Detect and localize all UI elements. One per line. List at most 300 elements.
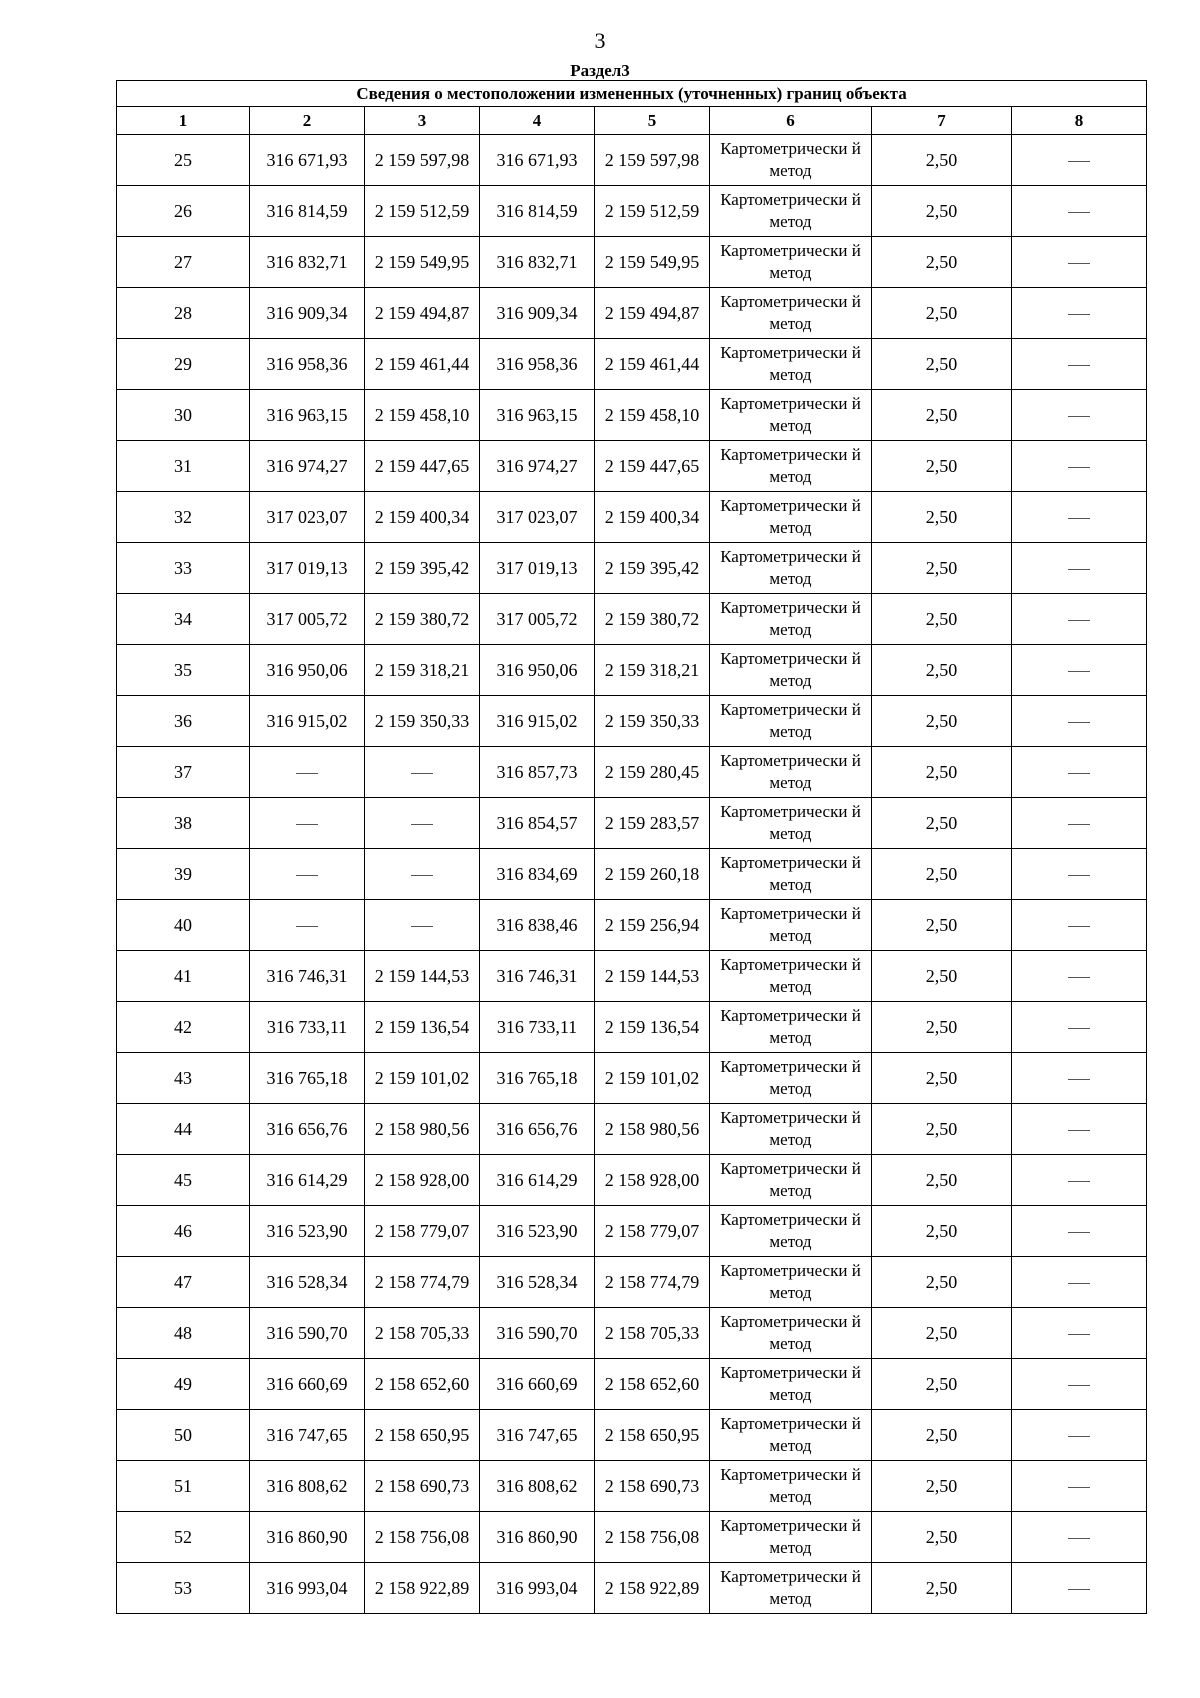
accuracy-cell: 2,50 xyxy=(872,900,1012,951)
new-y-cell: 2 159 260,18 xyxy=(595,849,710,900)
old-y-cell: 2 158 922,89 xyxy=(365,1563,480,1614)
point-number-cell: 29 xyxy=(117,339,250,390)
description-cell xyxy=(1012,849,1147,900)
method-cell: Картометрически й метод xyxy=(710,900,872,951)
table-row xyxy=(117,237,1147,288)
dash-mark xyxy=(1068,1538,1090,1539)
description-cell xyxy=(1012,1410,1147,1461)
table-row xyxy=(117,186,1147,237)
old-x-cell: 316 974,27 xyxy=(250,441,365,492)
old-y-cell: 2 158 650,95 xyxy=(365,1410,480,1461)
new-y-cell: 2 158 705,33 xyxy=(595,1308,710,1359)
accuracy-cell: 2,50 xyxy=(872,645,1012,696)
old-y-cell xyxy=(365,900,480,951)
old-x-cell: 316 747,65 xyxy=(250,1410,365,1461)
method-cell: Картометрически й метод xyxy=(710,339,872,390)
accuracy-cell: 2,50 xyxy=(872,1206,1012,1257)
column-header-7: 7 xyxy=(872,107,1012,135)
section-title: Раздел3 xyxy=(570,61,630,80)
table-row xyxy=(117,1563,1147,1614)
old-x-cell: 316 808,62 xyxy=(250,1461,365,1512)
new-x-cell: 316 746,31 xyxy=(480,951,595,1002)
new-y-cell: 2 158 650,95 xyxy=(595,1410,710,1461)
method-cell: Картометрически й метод xyxy=(710,1308,872,1359)
new-y-cell: 2 159 256,94 xyxy=(595,900,710,951)
dash-mark xyxy=(1068,824,1090,825)
old-x-cell: 316 733,11 xyxy=(250,1002,365,1053)
old-y-cell: 2 158 980,56 xyxy=(365,1104,480,1155)
new-y-cell: 2 159 458,10 xyxy=(595,390,710,441)
old-x-cell xyxy=(250,900,365,951)
table-header-row xyxy=(117,107,1147,135)
old-y-cell: 2 159 400,34 xyxy=(365,492,480,543)
old-y-cell: 2 158 756,08 xyxy=(365,1512,480,1563)
new-x-cell: 316 974,27 xyxy=(480,441,595,492)
table-row xyxy=(117,288,1147,339)
dash-mark xyxy=(1068,161,1090,162)
dash-mark xyxy=(1068,1436,1090,1437)
old-x-cell: 316 909,34 xyxy=(250,288,365,339)
old-y-cell: 2 159 597,98 xyxy=(365,135,480,186)
method-cell: Картометрически й метод xyxy=(710,492,872,543)
description-cell xyxy=(1012,1002,1147,1053)
dash-mark xyxy=(1068,212,1090,213)
table-row xyxy=(117,1155,1147,1206)
accuracy-cell: 2,50 xyxy=(872,186,1012,237)
dash-mark xyxy=(296,824,318,825)
new-x-cell: 316 860,90 xyxy=(480,1512,595,1563)
point-number-cell: 26 xyxy=(117,186,250,237)
dash-mark xyxy=(1068,1079,1090,1080)
description-cell xyxy=(1012,1512,1147,1563)
new-x-cell: 316 671,93 xyxy=(480,135,595,186)
old-y-cell: 2 158 705,33 xyxy=(365,1308,480,1359)
boundary-coordinates-table xyxy=(116,80,1147,1614)
new-x-cell: 316 834,69 xyxy=(480,849,595,900)
dash-mark xyxy=(1068,467,1090,468)
dash-mark xyxy=(1068,1385,1090,1386)
table-row xyxy=(117,1410,1147,1461)
dash-mark xyxy=(1068,773,1090,774)
method-cell: Картометрически й метод xyxy=(710,1461,872,1512)
old-y-cell: 2 159 136,54 xyxy=(365,1002,480,1053)
dash-mark xyxy=(296,926,318,927)
accuracy-cell: 2,50 xyxy=(872,1359,1012,1410)
old-y-cell: 2 159 549,95 xyxy=(365,237,480,288)
dash-mark xyxy=(1068,569,1090,570)
description-cell xyxy=(1012,441,1147,492)
old-x-cell: 316 528,34 xyxy=(250,1257,365,1308)
new-y-cell: 2 159 597,98 xyxy=(595,135,710,186)
old-y-cell xyxy=(365,798,480,849)
accuracy-cell: 2,50 xyxy=(872,594,1012,645)
page-number: 3 xyxy=(594,28,606,53)
method-cell: Картометрически й метод xyxy=(710,441,872,492)
description-cell xyxy=(1012,135,1147,186)
new-x-cell: 316 733,11 xyxy=(480,1002,595,1053)
dash-mark xyxy=(1068,620,1090,621)
description-cell xyxy=(1012,798,1147,849)
accuracy-cell: 2,50 xyxy=(872,237,1012,288)
description-cell xyxy=(1012,543,1147,594)
description-cell xyxy=(1012,339,1147,390)
table-body xyxy=(117,135,1147,1614)
new-y-cell: 2 159 280,45 xyxy=(595,747,710,798)
accuracy-cell: 2,50 xyxy=(872,1104,1012,1155)
description-cell xyxy=(1012,951,1147,1002)
old-x-cell: 316 860,90 xyxy=(250,1512,365,1563)
old-y-cell: 2 159 318,21 xyxy=(365,645,480,696)
old-x-cell: 316 915,02 xyxy=(250,696,365,747)
new-y-cell: 2 159 494,87 xyxy=(595,288,710,339)
point-number-cell: 38 xyxy=(117,798,250,849)
table-row xyxy=(117,1512,1147,1563)
accuracy-cell: 2,50 xyxy=(872,390,1012,441)
old-y-cell: 2 159 458,10 xyxy=(365,390,480,441)
method-cell: Картометрически й метод xyxy=(710,390,872,441)
new-x-cell: 316 854,57 xyxy=(480,798,595,849)
old-x-cell: 316 523,90 xyxy=(250,1206,365,1257)
new-x-cell: 316 747,65 xyxy=(480,1410,595,1461)
point-number-cell: 32 xyxy=(117,492,250,543)
description-cell xyxy=(1012,1461,1147,1512)
new-y-cell: 2 159 283,57 xyxy=(595,798,710,849)
point-number-cell: 30 xyxy=(117,390,250,441)
method-cell: Картометрически й метод xyxy=(710,1155,872,1206)
point-number-cell: 51 xyxy=(117,1461,250,1512)
new-y-cell: 2 159 318,21 xyxy=(595,645,710,696)
table-row xyxy=(117,390,1147,441)
description-cell xyxy=(1012,696,1147,747)
new-x-cell: 316 958,36 xyxy=(480,339,595,390)
old-x-cell: 316 671,93 xyxy=(250,135,365,186)
description-cell xyxy=(1012,1359,1147,1410)
point-number-cell: 45 xyxy=(117,1155,250,1206)
description-cell xyxy=(1012,1563,1147,1614)
description-cell xyxy=(1012,1155,1147,1206)
description-cell xyxy=(1012,645,1147,696)
old-y-cell: 2 158 779,07 xyxy=(365,1206,480,1257)
point-number-cell: 28 xyxy=(117,288,250,339)
new-x-cell: 316 523,90 xyxy=(480,1206,595,1257)
new-x-cell: 316 765,18 xyxy=(480,1053,595,1104)
point-number-cell: 25 xyxy=(117,135,250,186)
new-y-cell: 2 159 549,95 xyxy=(595,237,710,288)
dash-mark xyxy=(1068,365,1090,366)
accuracy-cell: 2,50 xyxy=(872,849,1012,900)
new-x-cell: 316 963,15 xyxy=(480,390,595,441)
table-row xyxy=(117,1257,1147,1308)
dash-mark xyxy=(296,875,318,876)
dash-mark xyxy=(1068,416,1090,417)
new-x-cell: 316 656,76 xyxy=(480,1104,595,1155)
column-header-2: 2 xyxy=(250,107,365,135)
description-cell xyxy=(1012,900,1147,951)
dash-mark xyxy=(411,773,433,774)
column-header-6: 6 xyxy=(710,107,872,135)
accuracy-cell: 2,50 xyxy=(872,1512,1012,1563)
method-cell: Картометрически й метод xyxy=(710,696,872,747)
column-header-4: 4 xyxy=(480,107,595,135)
accuracy-cell: 2,50 xyxy=(872,1308,1012,1359)
new-y-cell: 2 158 928,00 xyxy=(595,1155,710,1206)
accuracy-cell: 2,50 xyxy=(872,798,1012,849)
description-cell xyxy=(1012,1206,1147,1257)
point-number-cell: 34 xyxy=(117,594,250,645)
old-y-cell: 2 159 512,59 xyxy=(365,186,480,237)
method-cell: Картометрически й метод xyxy=(710,798,872,849)
method-cell: Картометрически й метод xyxy=(710,849,872,900)
old-x-cell xyxy=(250,747,365,798)
point-number-cell: 52 xyxy=(117,1512,250,1563)
accuracy-cell: 2,50 xyxy=(872,696,1012,747)
method-cell: Картометрически й метод xyxy=(710,186,872,237)
old-y-cell: 2 158 774,79 xyxy=(365,1257,480,1308)
point-number-cell: 33 xyxy=(117,543,250,594)
point-number-cell: 44 xyxy=(117,1104,250,1155)
new-x-cell: 317 023,07 xyxy=(480,492,595,543)
point-number-cell: 36 xyxy=(117,696,250,747)
table-row xyxy=(117,492,1147,543)
table-row xyxy=(117,1359,1147,1410)
table-row xyxy=(117,1002,1147,1053)
table-row xyxy=(117,1104,1147,1155)
old-y-cell: 2 159 447,65 xyxy=(365,441,480,492)
point-number-cell: 47 xyxy=(117,1257,250,1308)
point-number-cell: 50 xyxy=(117,1410,250,1461)
dash-mark xyxy=(411,875,433,876)
old-x-cell xyxy=(250,798,365,849)
table-row xyxy=(117,135,1147,186)
new-y-cell: 2 159 101,02 xyxy=(595,1053,710,1104)
old-x-cell: 317 023,07 xyxy=(250,492,365,543)
point-number-cell: 46 xyxy=(117,1206,250,1257)
description-cell xyxy=(1012,594,1147,645)
accuracy-cell: 2,50 xyxy=(872,441,1012,492)
method-cell: Картометрически й метод xyxy=(710,951,872,1002)
dash-mark xyxy=(1068,1334,1090,1335)
point-number-cell: 41 xyxy=(117,951,250,1002)
table-row xyxy=(117,849,1147,900)
accuracy-cell: 2,50 xyxy=(872,339,1012,390)
point-number-cell: 53 xyxy=(117,1563,250,1614)
point-number-cell: 27 xyxy=(117,237,250,288)
new-y-cell: 2 159 136,54 xyxy=(595,1002,710,1053)
accuracy-cell: 2,50 xyxy=(872,1053,1012,1104)
new-x-cell: 316 528,34 xyxy=(480,1257,595,1308)
new-y-cell: 2 158 756,08 xyxy=(595,1512,710,1563)
new-y-cell: 2 159 380,72 xyxy=(595,594,710,645)
dash-mark xyxy=(411,824,433,825)
new-y-cell: 2 159 512,59 xyxy=(595,186,710,237)
old-y-cell: 2 159 380,72 xyxy=(365,594,480,645)
table-row xyxy=(117,951,1147,1002)
description-cell xyxy=(1012,390,1147,441)
point-number-cell: 43 xyxy=(117,1053,250,1104)
accuracy-cell: 2,50 xyxy=(872,1155,1012,1206)
column-header-5: 5 xyxy=(595,107,710,135)
dash-mark xyxy=(1068,977,1090,978)
old-y-cell: 2 159 494,87 xyxy=(365,288,480,339)
accuracy-cell: 2,50 xyxy=(872,1410,1012,1461)
method-cell: Картометрически й метод xyxy=(710,1053,872,1104)
method-cell: Картометрически й метод xyxy=(710,747,872,798)
dash-mark xyxy=(1068,1487,1090,1488)
point-number-cell: 35 xyxy=(117,645,250,696)
dash-mark xyxy=(411,926,433,927)
new-x-cell: 316 909,34 xyxy=(480,288,595,339)
table-row xyxy=(117,900,1147,951)
dash-mark xyxy=(1068,722,1090,723)
point-number-cell: 40 xyxy=(117,900,250,951)
old-y-cell: 2 159 144,53 xyxy=(365,951,480,1002)
table-row xyxy=(117,645,1147,696)
new-y-cell: 2 159 395,42 xyxy=(595,543,710,594)
new-x-cell: 317 019,13 xyxy=(480,543,595,594)
description-cell xyxy=(1012,1308,1147,1359)
table-row xyxy=(117,1461,1147,1512)
old-y-cell: 2 158 690,73 xyxy=(365,1461,480,1512)
column-header-8: 8 xyxy=(1012,107,1147,135)
method-cell: Картометрически й метод xyxy=(710,288,872,339)
dash-mark xyxy=(1068,875,1090,876)
description-cell xyxy=(1012,1104,1147,1155)
new-y-cell: 2 159 447,65 xyxy=(595,441,710,492)
dash-mark xyxy=(1068,518,1090,519)
accuracy-cell: 2,50 xyxy=(872,543,1012,594)
column-header-1: 1 xyxy=(117,107,250,135)
accuracy-cell: 2,50 xyxy=(872,1563,1012,1614)
new-y-cell: 2 159 400,34 xyxy=(595,492,710,543)
new-y-cell: 2 158 690,73 xyxy=(595,1461,710,1512)
point-number-cell: 37 xyxy=(117,747,250,798)
point-number-cell: 49 xyxy=(117,1359,250,1410)
method-cell: Картометрически й метод xyxy=(710,1410,872,1461)
description-cell xyxy=(1012,1053,1147,1104)
old-y-cell: 2 158 928,00 xyxy=(365,1155,480,1206)
new-y-cell: 2 158 980,56 xyxy=(595,1104,710,1155)
old-x-cell: 316 660,69 xyxy=(250,1359,365,1410)
old-x-cell: 316 958,36 xyxy=(250,339,365,390)
table-row xyxy=(117,441,1147,492)
method-cell: Картометрически й метод xyxy=(710,1359,872,1410)
new-x-cell: 316 660,69 xyxy=(480,1359,595,1410)
old-x-cell: 316 950,06 xyxy=(250,645,365,696)
description-cell xyxy=(1012,237,1147,288)
new-x-cell: 316 590,70 xyxy=(480,1308,595,1359)
accuracy-cell: 2,50 xyxy=(872,747,1012,798)
old-x-cell: 316 765,18 xyxy=(250,1053,365,1104)
old-y-cell xyxy=(365,849,480,900)
new-x-cell: 316 814,59 xyxy=(480,186,595,237)
point-number-cell: 42 xyxy=(117,1002,250,1053)
table-row xyxy=(117,1053,1147,1104)
old-x-cell: 316 993,04 xyxy=(250,1563,365,1614)
old-x-cell: 316 590,70 xyxy=(250,1308,365,1359)
new-y-cell: 2 159 461,44 xyxy=(595,339,710,390)
new-x-cell: 316 857,73 xyxy=(480,747,595,798)
dash-mark xyxy=(1068,314,1090,315)
table-row xyxy=(117,543,1147,594)
new-y-cell: 2 159 350,33 xyxy=(595,696,710,747)
old-y-cell: 2 159 101,02 xyxy=(365,1053,480,1104)
accuracy-cell: 2,50 xyxy=(872,951,1012,1002)
method-cell: Картометрически й метод xyxy=(710,543,872,594)
point-number-cell: 31 xyxy=(117,441,250,492)
table-row xyxy=(117,339,1147,390)
old-x-cell: 317 019,13 xyxy=(250,543,365,594)
new-y-cell: 2 158 774,79 xyxy=(595,1257,710,1308)
new-x-cell: 316 614,29 xyxy=(480,1155,595,1206)
point-number-cell: 48 xyxy=(117,1308,250,1359)
accuracy-cell: 2,50 xyxy=(872,1002,1012,1053)
table-row xyxy=(117,1206,1147,1257)
accuracy-cell: 2,50 xyxy=(872,1257,1012,1308)
table-row xyxy=(117,594,1147,645)
accuracy-cell: 2,50 xyxy=(872,288,1012,339)
accuracy-cell: 2,50 xyxy=(872,492,1012,543)
old-x-cell xyxy=(250,849,365,900)
new-x-cell: 316 915,02 xyxy=(480,696,595,747)
old-y-cell: 2 159 350,33 xyxy=(365,696,480,747)
old-y-cell xyxy=(365,747,480,798)
method-cell: Картометрически й метод xyxy=(710,1002,872,1053)
table-caption: Сведения о местоположении измененных (уточненных) границ объекта xyxy=(117,81,1147,107)
new-x-cell: 316 838,46 xyxy=(480,900,595,951)
description-cell xyxy=(1012,492,1147,543)
dash-mark xyxy=(1068,1589,1090,1590)
method-cell: Картометрически й метод xyxy=(710,135,872,186)
description-cell xyxy=(1012,747,1147,798)
description-cell xyxy=(1012,186,1147,237)
new-x-cell: 316 993,04 xyxy=(480,1563,595,1614)
old-y-cell: 2 158 652,60 xyxy=(365,1359,480,1410)
old-y-cell: 2 159 395,42 xyxy=(365,543,480,594)
dash-mark xyxy=(1068,1028,1090,1029)
old-x-cell: 316 832,71 xyxy=(250,237,365,288)
old-y-cell: 2 159 461,44 xyxy=(365,339,480,390)
method-cell: Картометрически й метод xyxy=(710,1563,872,1614)
table-row xyxy=(117,747,1147,798)
accuracy-cell: 2,50 xyxy=(872,135,1012,186)
new-x-cell: 317 005,72 xyxy=(480,594,595,645)
table-row xyxy=(117,1308,1147,1359)
method-cell: Картометрически й метод xyxy=(710,237,872,288)
method-cell: Картометрически й метод xyxy=(710,645,872,696)
dash-mark xyxy=(1068,1283,1090,1284)
dash-mark xyxy=(1068,1232,1090,1233)
old-x-cell: 316 614,29 xyxy=(250,1155,365,1206)
method-cell: Картометрически й метод xyxy=(710,594,872,645)
column-header-3: 3 xyxy=(365,107,480,135)
new-y-cell: 2 159 144,53 xyxy=(595,951,710,1002)
new-y-cell: 2 158 652,60 xyxy=(595,1359,710,1410)
description-cell xyxy=(1012,288,1147,339)
method-cell: Картометрически й метод xyxy=(710,1512,872,1563)
dash-mark xyxy=(1068,671,1090,672)
old-x-cell: 316 746,31 xyxy=(250,951,365,1002)
dash-mark xyxy=(1068,926,1090,927)
old-x-cell: 316 656,76 xyxy=(250,1104,365,1155)
point-number-cell: 39 xyxy=(117,849,250,900)
accuracy-cell: 2,50 xyxy=(872,1461,1012,1512)
old-x-cell: 316 963,15 xyxy=(250,390,365,441)
method-cell: Картометрически й метод xyxy=(710,1104,872,1155)
method-cell: Картометрически й метод xyxy=(710,1257,872,1308)
table-row xyxy=(117,798,1147,849)
new-x-cell: 316 832,71 xyxy=(480,237,595,288)
new-y-cell: 2 158 922,89 xyxy=(595,1563,710,1614)
